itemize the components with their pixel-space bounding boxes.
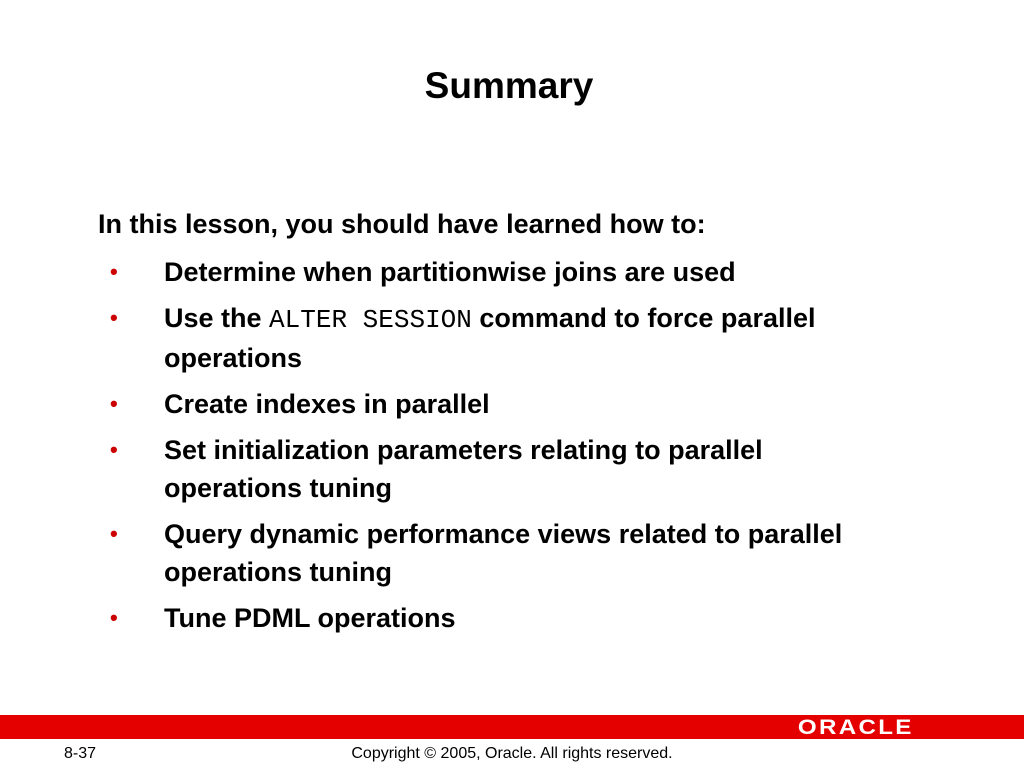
bullet-item	[110, 253, 890, 291]
bullet-item	[110, 599, 890, 637]
bullet-item	[110, 385, 890, 423]
bullet-item	[110, 299, 890, 377]
intro-text: In this lesson, you should have learned how to:	[98, 209, 706, 239]
bullet-list	[110, 253, 890, 645]
code-keyword: ALTER SESSION	[269, 305, 472, 335]
bullet-item	[110, 515, 890, 591]
bullet-icon: •	[110, 305, 118, 330]
bullet-icon: •	[110, 605, 118, 630]
bullet-icon: •	[110, 521, 118, 546]
copyright-text: Copyright © 2005, Oracle. All rights reserved.	[351, 745, 673, 762]
oracle-logo: ORACLE	[798, 716, 914, 739]
bullet-text: Determine when partitionwise joins are used	[164, 257, 736, 287]
page-number: 8-37	[64, 745, 97, 762]
bullet-icon: •	[110, 437, 118, 462]
slide-title: Summary	[424, 65, 594, 106]
bullet-text: Query dynamic performance views related to parallel operations tuning	[164, 519, 843, 587]
bullet-text: Tune PDML operations	[164, 603, 456, 633]
bullet-icon: •	[110, 391, 118, 416]
bullet-item	[110, 431, 890, 507]
bullet-text-after-code: command to force parallel operations	[164, 303, 816, 373]
bullet-text: Create indexes in parallel	[164, 389, 490, 419]
bullet-text: Set initialization parameters relating to parallel operations tuning	[164, 435, 763, 503]
bullet-text-before-code: Use the	[164, 303, 270, 333]
footer-bar	[0, 715, 1024, 739]
bullet-icon: •	[110, 259, 118, 284]
